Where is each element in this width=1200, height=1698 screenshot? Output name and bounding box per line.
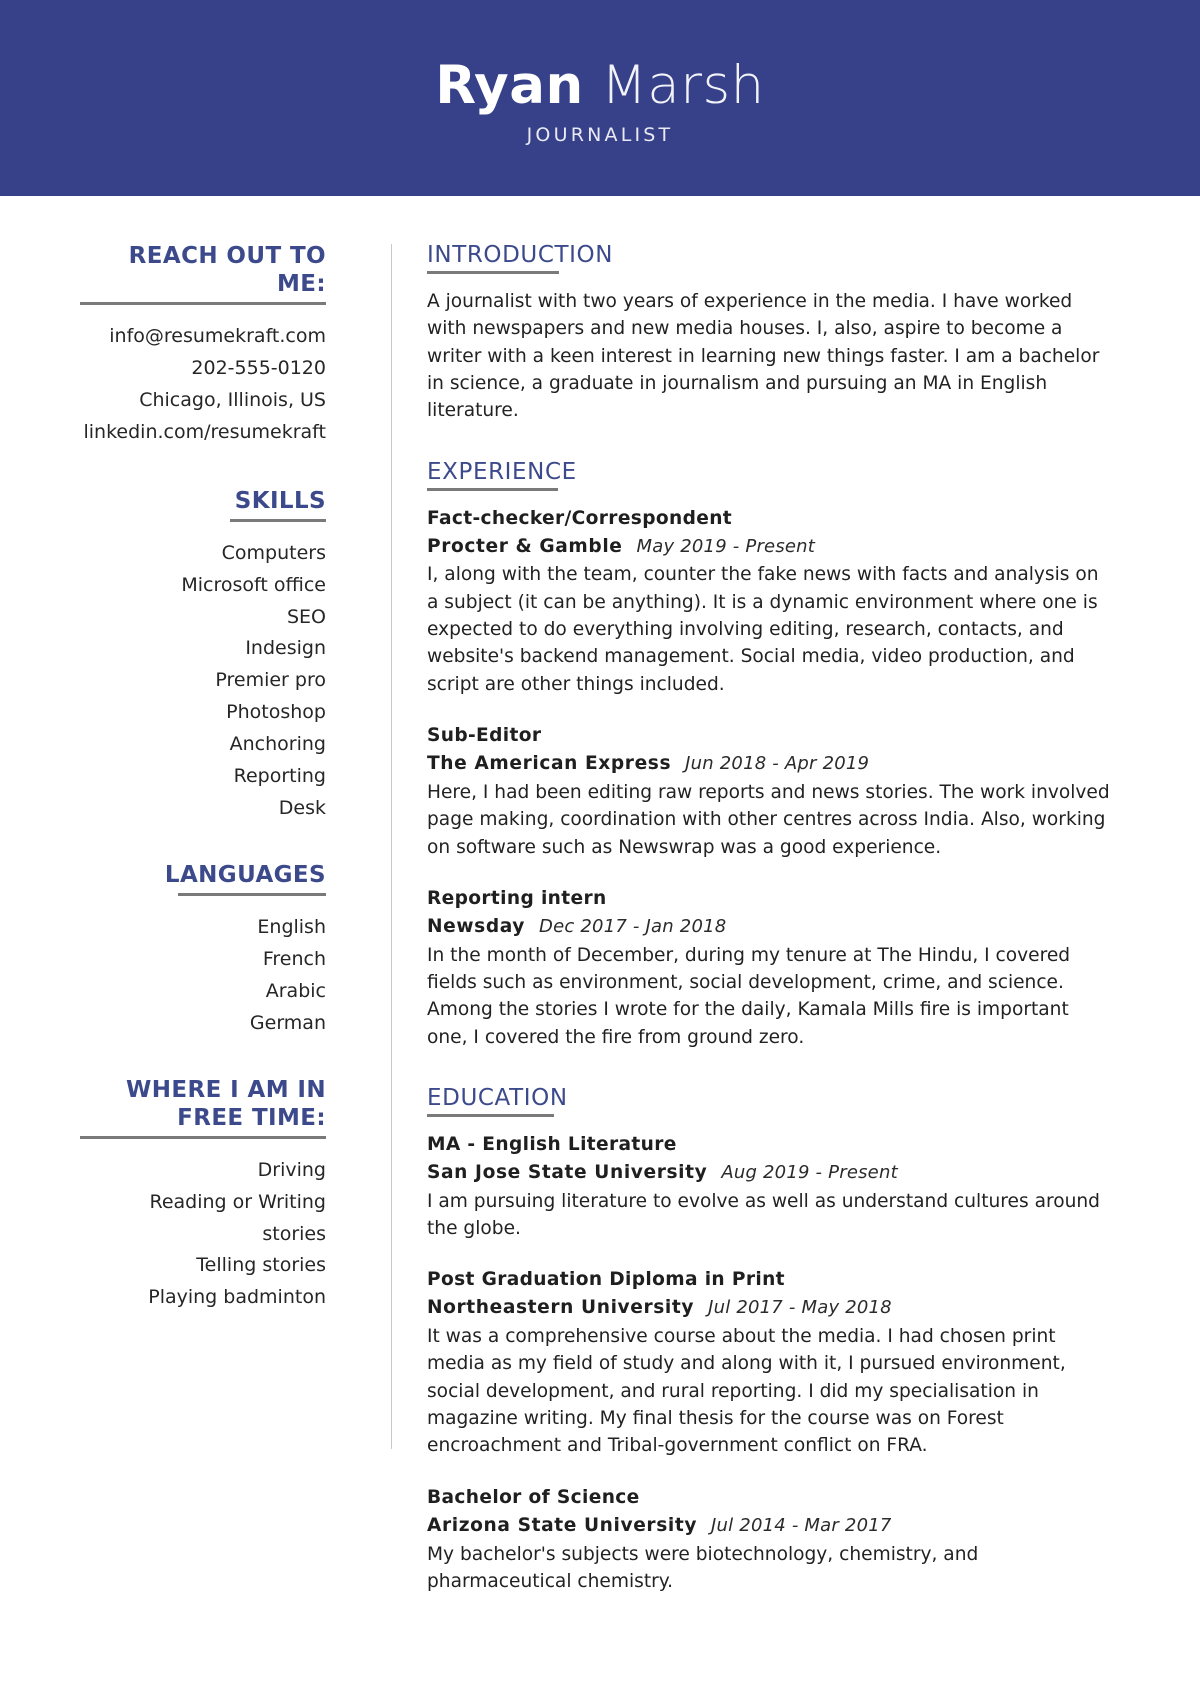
- main-content: [391, 242, 1200, 1629]
- entry-description: I am pursuing literature to evolve as well as understand cultures around the globe.: [427, 1190, 1100, 1240]
- skills-heading: SKILLS: [234, 487, 326, 514]
- contact-email[interactable]: info@resumekraft.com: [109, 325, 326, 348]
- list-item: Reporting: [233, 765, 326, 788]
- list-item: Playing badminton: [148, 1286, 326, 1309]
- column-divider: [391, 244, 392, 1449]
- list-item: Reading or Writing stories: [149, 1190, 326, 1245]
- list-item: French: [262, 947, 326, 970]
- list-item: English: [257, 915, 326, 938]
- contact-linkedin[interactable]: linkedin.com/resumekraft: [83, 420, 326, 443]
- list-item: German: [249, 1011, 326, 1034]
- entry-job-title: Fact-checker/Correspondent: [427, 507, 733, 529]
- entry-organization: Arizona State University: [427, 1514, 698, 1536]
- freetime-heading-rule: [80, 1136, 326, 1139]
- sidebar-section-freetime: [80, 1076, 326, 1315]
- list-item: Driving: [257, 1158, 326, 1181]
- languages-heading-rule: [178, 893, 326, 896]
- contact-heading: REACH OUT TO ME:: [128, 243, 326, 298]
- entry-job-title: Sub-Editor: [427, 725, 542, 747]
- experience-entry: [427, 885, 1110, 1051]
- entry-description: My bachelor's subjects were biotechnology, chemistry, and pharmaceutical chemistry.: [427, 1543, 979, 1592]
- list-item: Telling stories: [196, 1254, 326, 1277]
- entry-dates: Aug 2019 - Present: [721, 1161, 898, 1183]
- entry-degree-title: MA - English Literature: [427, 1133, 677, 1155]
- last-name: Marsh: [601, 55, 765, 117]
- list-item: Premier pro: [215, 669, 326, 692]
- list-item: Arabic: [265, 979, 326, 1002]
- list-item: Photoshop: [226, 701, 326, 724]
- education-entry: [427, 1266, 1110, 1459]
- sidebar-section-contact: [80, 242, 326, 449]
- section-experience: [427, 459, 1110, 1051]
- entry-organization: Procter & Gamble: [427, 535, 623, 557]
- introduction-heading: INTRODUCTION: [427, 242, 614, 268]
- entry-dates: Jul 2017 - May 2018: [708, 1297, 892, 1319]
- list-item: Anchoring: [229, 733, 326, 756]
- introduction-text: A journalist with two years of experience in the media. I have worked with newspapers and new media houses. I, also, aspire to become a writer with a keen interest in learning new things faster. I am a bachelor in science, a graduate in journalism and pursuing an MA in English literature.: [427, 291, 1100, 422]
- list-item: Indesign: [245, 637, 326, 660]
- experience-entry: [427, 505, 1110, 698]
- contact-heading-rule: [80, 302, 326, 305]
- languages-heading: LANGUAGES: [164, 861, 326, 888]
- entry-dates: Dec 2017 - Jan 2018: [539, 915, 727, 937]
- entry-description: I, along with the team, counter the fake news with facts and analysis on a subject (it can be anything). It is a dynamic environment where one is expected to do everything involving editing, research, contacts, and website's backend management. Social media, video production, and script are other things included.: [427, 564, 1099, 695]
- entry-org-line: [427, 533, 1110, 561]
- entry-organization: San Jose State University: [427, 1161, 708, 1183]
- education-entry: [427, 1484, 1110, 1595]
- contact-phone[interactable]: 202-555-0120: [191, 357, 326, 379]
- entry-organization: The American Express: [427, 752, 672, 774]
- sidebar-section-skills: [80, 487, 326, 825]
- entry-organization: Northeastern University: [427, 1297, 695, 1319]
- entry-job-title: Reporting intern: [427, 887, 607, 909]
- skills-heading-rule: [230, 519, 326, 522]
- job-role-subtitle: JOURNALIST: [526, 123, 674, 146]
- entry-description: It was a comprehensive course about the media. I had chosen print media as my field of study and along with it, I pursued environment, social development, and rural reporting. I did my specialisation in magazine writing. My final thesis for the course was on Forest encroachment and Tribal-government conflict on FRA.: [427, 1326, 1066, 1457]
- experience-heading: EXPERIENCE: [427, 458, 577, 485]
- list-item: Computers: [221, 541, 326, 564]
- list-item: SEO: [286, 605, 326, 628]
- entry-dates: Jul 2014 - Mar 2017: [711, 1514, 892, 1536]
- section-education: [427, 1085, 1110, 1595]
- education-heading-rule: [427, 1114, 554, 1117]
- entry-dates: Jun 2018 - Apr 2019: [685, 752, 870, 774]
- introduction-heading-rule: [427, 271, 559, 274]
- entry-org-line: [427, 750, 1110, 778]
- entry-organization: Newsday: [427, 915, 526, 937]
- entry-description: Here, I had been editing raw reports and news stories. The work involved page making, coordination with other centres across India. Also, working on software such as Newswrap was a good experience.: [427, 781, 1110, 858]
- sidebar-section-languages: [80, 861, 326, 1040]
- resume-header-banner: [0, 0, 1200, 196]
- education-entry: [427, 1131, 1110, 1242]
- resume-body: [0, 196, 1200, 1629]
- experience-heading-rule: [427, 488, 558, 491]
- page-title: [435, 55, 765, 117]
- entry-org-line: [427, 1512, 1110, 1540]
- first-name: Ryan: [435, 55, 584, 117]
- entry-org-line: [427, 1294, 1110, 1322]
- section-introduction: [427, 242, 1110, 425]
- freetime-heading: WHERE I AM IN FREE TIME:: [125, 1076, 326, 1131]
- education-heading: EDUCATION: [427, 1084, 568, 1111]
- entry-degree-title: Bachelor of Science: [427, 1486, 640, 1508]
- list-item: Desk: [278, 797, 326, 820]
- entry-degree-title: Post Graduation Diploma in Print: [427, 1269, 785, 1291]
- entry-description: In the month of December, during my tenure at The Hindu, I covered fields such as environment, social development, crime, and science. Among the stories I wrote for the daily, Kamala Mills fire is important one, I covered the fire from ground zero.: [427, 944, 1071, 1048]
- contact-location: Chicago, Illinois, US: [139, 388, 326, 411]
- entry-dates: May 2019 - Present: [636, 535, 816, 557]
- entry-org-line: [427, 913, 1110, 941]
- sidebar: [0, 242, 391, 1629]
- experience-entry: [427, 722, 1110, 861]
- entry-org-line: [427, 1159, 1110, 1187]
- list-item: Microsoft office: [181, 573, 326, 596]
